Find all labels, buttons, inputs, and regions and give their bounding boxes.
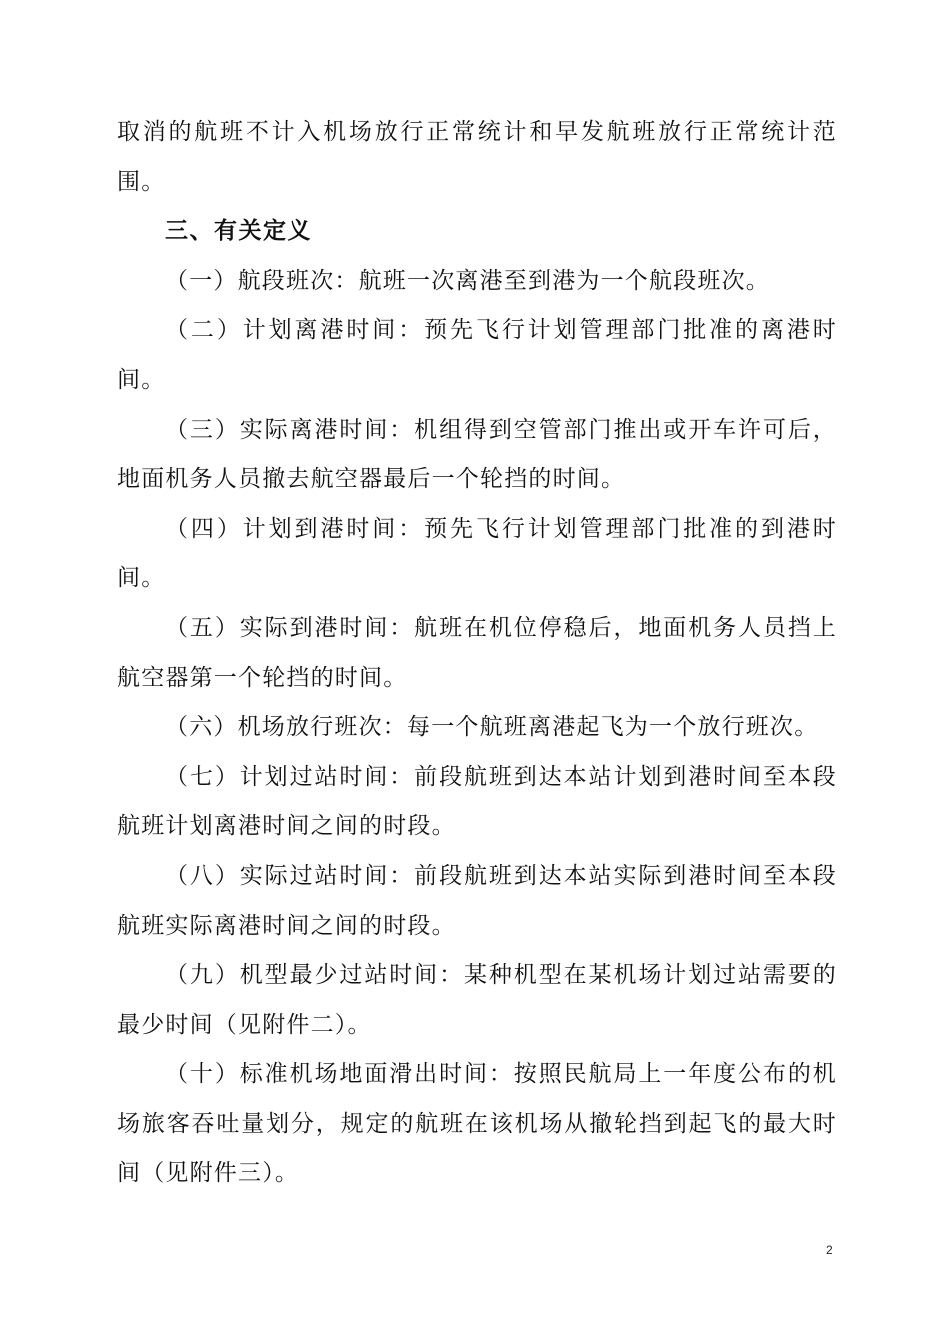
definition-actual-departure-time: （三）实际离港时间：机组得到空管部门推出或开车许可后，地面机务人员撤去航空器最后一个轮挡的时间。: [117, 416, 837, 493]
definition-actual-turnaround-time: （八）实际过站时间：前段航班到达本站实际到港时间至本段航班实际离港时间之间的时段。: [117, 862, 837, 939]
definition-flight-segment: （一）航段班次：航班一次离港至到港为一个航段班次。: [165, 267, 770, 294]
document-body: [117, 108, 837, 1199]
section-heading-definitions: 三、有关定义: [165, 218, 312, 245]
definition-actual-arrival-time: （五）实际到港时间：航班在机位停稳后，地面机务人员挡上航空器第一个轮挡的时间。: [117, 614, 837, 691]
definition-minimum-turnaround-time: （九）机型最少过站时间：某种机型在某机场计划过站需要的最少时间（见附件二）。: [117, 962, 837, 1038]
definition-scheduled-turnaround-time: （七）计划过站时间：前段航班到达本站计划到港时间至本段航班计划离港时间之间的时段。: [117, 763, 837, 840]
paragraph-cancelled-flights-note: 取消的航班不计入机场放行正常统计和早发航班放行正常统计范围。: [117, 119, 837, 195]
page-number: 2: [826, 1243, 833, 1257]
definition-standard-taxi-out-time: （十）标准机场地面滑出时间：按照民航局上一年度公布的机场旅客吞吐量划分，规定的航班在该机场从撤轮挡到起飞的最大时间（见附件三）。: [117, 1061, 837, 1187]
definition-scheduled-arrival-time: （四）计划到港时间：预先飞行计划管理部门批准的到港时间。: [117, 515, 837, 592]
definition-airport-release-flights: （六）机场放行班次：每一个航班离港起飞为一个放行班次。: [165, 714, 819, 741]
definition-scheduled-departure-time: （二）计划离港时间：预先飞行计划管理部门批准的离港时间。: [117, 317, 837, 393]
